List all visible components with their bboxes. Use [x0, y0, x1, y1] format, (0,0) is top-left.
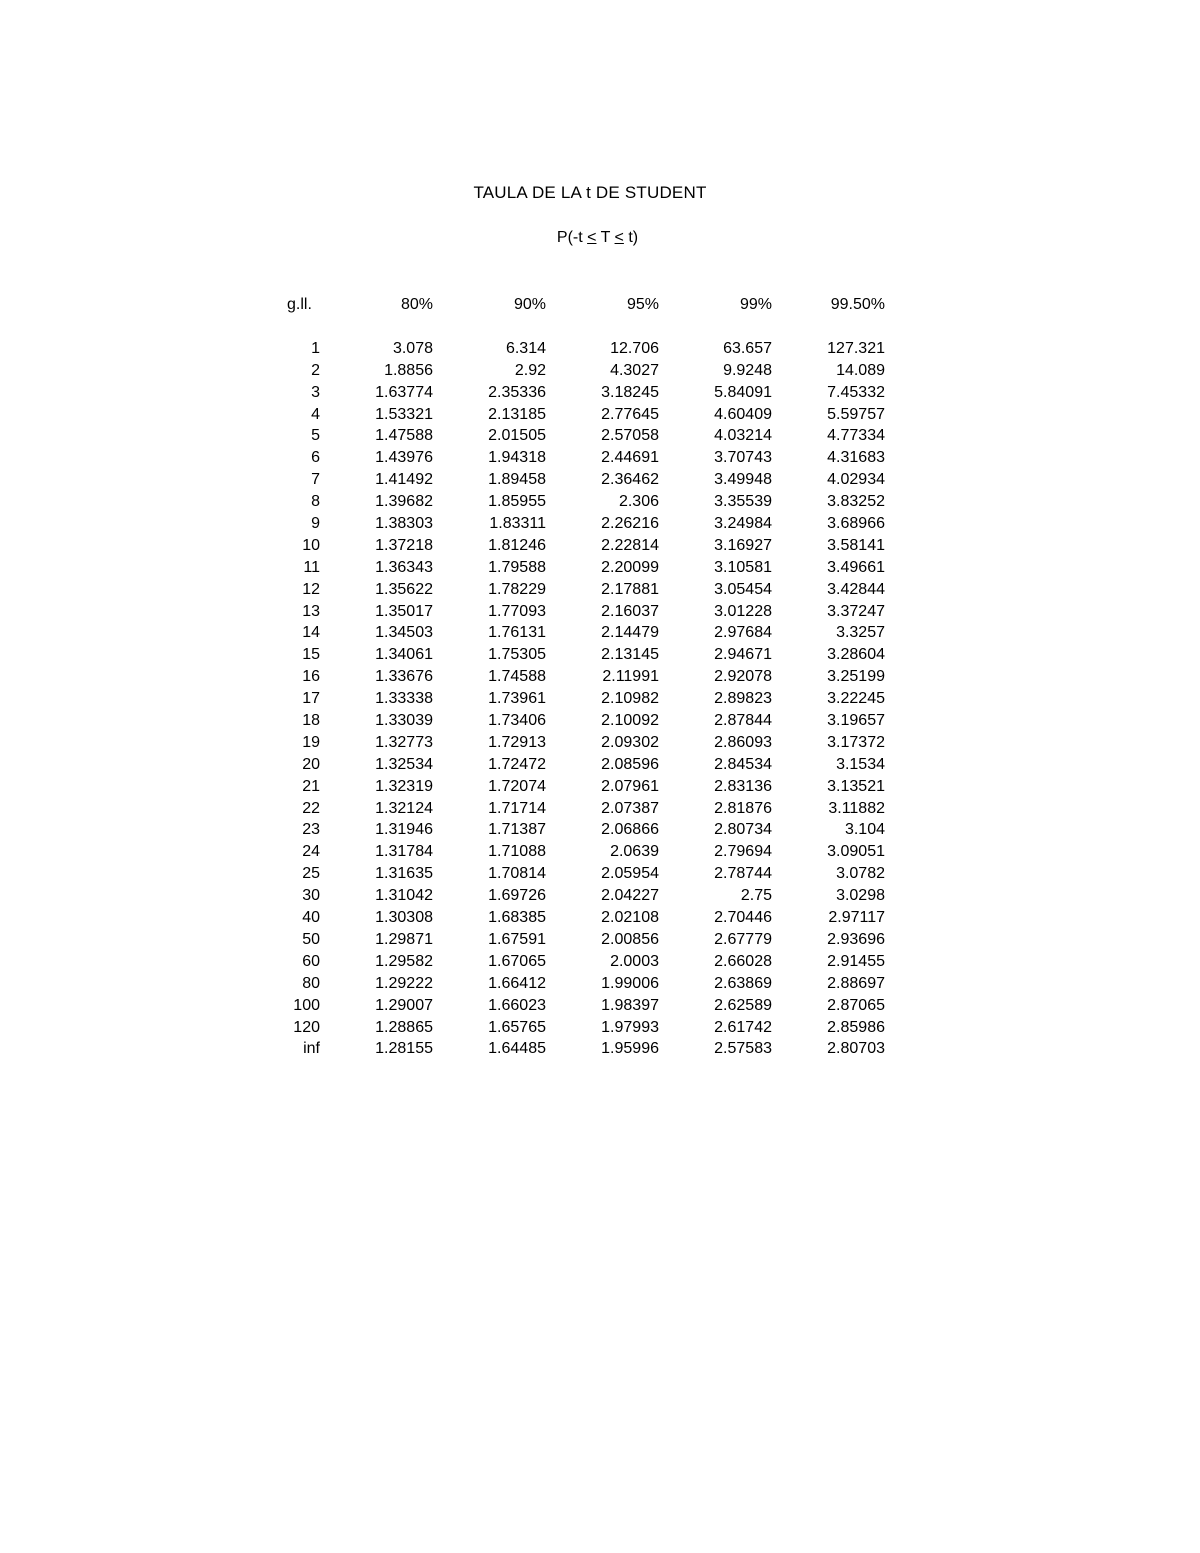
table-row [280, 841, 890, 863]
row-df: 10 [302, 536, 320, 554]
table-row [280, 622, 890, 644]
cell-99-5: 3.17372 [827, 733, 885, 751]
cell-90: 1.81246 [488, 536, 546, 554]
cell-90: 1.79588 [488, 558, 546, 576]
cell-99-5: 4.02934 [827, 471, 885, 489]
cell-99: 3.01228 [714, 602, 772, 620]
cell-99-5: 3.104 [844, 821, 885, 839]
row-df: 30 [302, 887, 320, 905]
table-row [280, 688, 890, 710]
table-row [280, 425, 890, 447]
row-df: 8 [311, 493, 320, 511]
row-df: 16 [302, 668, 320, 686]
cell-99-5: 3.13521 [827, 777, 885, 795]
cell-95: 12.706 [610, 339, 659, 357]
cell-99-5: 2.97117 [828, 909, 885, 927]
row-df: 80 [302, 974, 320, 992]
cell-99-5: 3.09051 [827, 843, 885, 861]
table-row [280, 710, 890, 732]
cell-90: 1.72074 [488, 777, 546, 795]
cell-99: 2.61742 [714, 1018, 772, 1036]
cell-95: 2.57058 [601, 427, 659, 445]
cell-99: 2.66028 [714, 952, 772, 970]
table-row [280, 907, 890, 929]
cell-95: 2.36462 [601, 471, 659, 489]
cell-99-5: 3.28604 [827, 646, 885, 664]
cell-80: 1.41492 [375, 471, 433, 489]
cell-95: 2.10092 [601, 712, 659, 730]
cell-80: 1.37218 [375, 536, 433, 554]
cell-80: 1.33338 [375, 690, 433, 708]
cell-90: 1.68385 [488, 909, 546, 927]
table-row [280, 819, 890, 841]
cell-95: 2.13145 [601, 646, 659, 664]
header-95: 95% [626, 296, 659, 313]
row-df: 3 [311, 383, 320, 401]
cell-95: 2.22814 [601, 536, 659, 554]
table-row [280, 776, 890, 798]
cell-90: 2.35336 [488, 383, 546, 401]
cell-95: 2.26216 [601, 515, 659, 533]
table-row [280, 644, 890, 666]
cell-99-5: 3.22245 [827, 690, 885, 708]
cell-80: 1.63774 [375, 383, 433, 401]
table-row [280, 535, 890, 557]
header-99-5: 99.50% [830, 296, 885, 313]
cell-80: 1.31635 [375, 865, 433, 883]
row-df: 5 [311, 427, 320, 445]
row-df: 18 [302, 712, 320, 730]
row-df: 22 [302, 799, 320, 817]
table-row [280, 754, 890, 776]
table-row [280, 601, 890, 623]
cell-99-5: 2.93696 [827, 930, 885, 948]
formula-mid: T [596, 229, 615, 246]
table-row [280, 382, 890, 404]
cell-90: 1.78229 [488, 580, 546, 598]
cell-90: 2.92 [514, 361, 546, 379]
cell-99-5: 3.68966 [827, 515, 885, 533]
cell-99: 2.67779 [714, 930, 772, 948]
formula-le-sign-2: < [614, 229, 624, 246]
cell-90: 1.72913 [488, 733, 546, 751]
cell-90: 1.75305 [488, 646, 546, 664]
table-row [280, 513, 890, 535]
cell-90: 1.69726 [488, 887, 546, 905]
cell-99: 2.79694 [714, 843, 772, 861]
cell-80: 1.47588 [375, 427, 433, 445]
cell-99: 2.57583 [714, 1040, 772, 1058]
cell-95: 2.05954 [601, 865, 659, 883]
cell-90: 1.94318 [488, 449, 546, 467]
table-row [280, 338, 890, 360]
cell-95: 2.20099 [601, 558, 659, 576]
cell-95: 2.44691 [601, 449, 659, 467]
row-df: 6 [311, 449, 320, 467]
table-row [280, 579, 890, 601]
table-row [280, 447, 890, 469]
table-row [280, 798, 890, 820]
row-df: 19 [302, 733, 320, 751]
cell-95: 1.99006 [601, 974, 659, 992]
cell-90: 1.85955 [488, 493, 546, 511]
row-df: 120 [293, 1018, 320, 1036]
cell-99: 2.83136 [714, 777, 772, 795]
cell-99-5: 3.3257 [836, 624, 885, 642]
cell-99: 3.05454 [714, 580, 772, 598]
t-distribution-table [280, 294, 890, 1060]
cell-95: 2.0639 [610, 843, 659, 861]
cell-95: 2.07961 [601, 777, 659, 795]
table-row [280, 973, 890, 995]
cell-95: 2.06866 [601, 821, 659, 839]
cell-99: 2.86093 [714, 733, 772, 751]
row-df: 60 [302, 952, 320, 970]
table-row [280, 995, 890, 1017]
cell-99: 2.81876 [714, 799, 772, 817]
row-df: 25 [302, 865, 320, 883]
cell-90: 2.01505 [488, 427, 546, 445]
cell-99: 3.16927 [714, 536, 772, 554]
cell-90: 6.314 [505, 339, 546, 357]
cell-80: 1.33039 [375, 712, 433, 730]
row-df: 23 [302, 821, 320, 839]
cell-80: 1.29871 [375, 930, 433, 948]
cell-99-5: 2.87065 [827, 996, 885, 1014]
cell-99: 2.80734 [714, 821, 772, 839]
cell-90: 1.65765 [488, 1018, 546, 1036]
cell-99-5: 3.49661 [827, 558, 885, 576]
cell-99-5: 3.0782 [836, 865, 885, 883]
cell-90: 1.74588 [488, 668, 546, 686]
cell-99-5: 3.42844 [827, 580, 885, 598]
cell-80: 1.29582 [375, 952, 433, 970]
cell-95: 2.04227 [601, 887, 659, 905]
cell-95: 3.18245 [601, 383, 659, 401]
cell-95: 2.17881 [601, 580, 659, 598]
row-df: 21 [302, 777, 320, 795]
cell-90: 1.76131 [488, 624, 546, 642]
cell-90: 1.64485 [488, 1040, 546, 1058]
cell-80: 1.8856 [384, 361, 433, 379]
cell-90: 2.13185 [488, 405, 546, 423]
page-title: TAULA DE LA t DE STUDENT [473, 183, 707, 202]
cell-99: 63.657 [723, 339, 772, 357]
cell-99: 3.24984 [714, 515, 772, 533]
cell-99: 3.35539 [714, 493, 772, 511]
cell-99-5: 2.80703 [827, 1040, 885, 1058]
cell-99: 2.70446 [714, 909, 772, 927]
cell-99-5: 7.45332 [827, 383, 885, 401]
cell-80: 3.078 [392, 339, 433, 357]
cell-99-5: 3.37247 [827, 602, 885, 620]
table-row [280, 863, 890, 885]
cell-99: 2.84534 [714, 755, 772, 773]
cell-99: 9.9248 [723, 361, 772, 379]
cell-95: 1.95996 [601, 1040, 659, 1058]
cell-95: 2.08596 [601, 755, 659, 773]
cell-95: 2.02108 [601, 909, 659, 927]
header-99: 99% [739, 296, 772, 313]
cell-80: 1.32319 [375, 777, 433, 795]
cell-95: 4.3027 [610, 361, 659, 379]
cell-99-5: 2.91455 [827, 952, 885, 970]
header-degrees-of-freedom: g.ll. [287, 296, 312, 313]
cell-80: 1.35017 [375, 602, 433, 620]
table-body [280, 338, 890, 1060]
cell-90: 1.73406 [488, 712, 546, 730]
cell-95: 1.97993 [601, 1018, 659, 1036]
cell-80: 1.34061 [375, 646, 433, 664]
cell-80: 1.29007 [375, 996, 433, 1014]
table-row [280, 951, 890, 973]
row-df: 24 [302, 843, 320, 861]
row-df: 1 [311, 339, 320, 357]
row-df: 7 [311, 471, 320, 489]
cell-80: 1.32773 [375, 733, 433, 751]
cell-90: 1.71714 [488, 799, 546, 817]
row-df: 2 [311, 361, 320, 379]
cell-99: 3.10581 [714, 558, 772, 576]
cell-99-5: 5.59757 [827, 405, 885, 423]
cell-80: 1.29222 [375, 974, 433, 992]
table-row [280, 491, 890, 513]
cell-80: 1.36343 [375, 558, 433, 576]
row-df: 17 [302, 690, 320, 708]
row-df: 100 [293, 996, 320, 1014]
table-row [280, 1038, 890, 1060]
cell-90: 1.67591 [488, 930, 546, 948]
row-df: 13 [302, 602, 320, 620]
table-row [280, 885, 890, 907]
cell-99: 2.63869 [714, 974, 772, 992]
cell-99: 2.62589 [714, 996, 772, 1014]
cell-99: 5.84091 [714, 383, 772, 401]
cell-99-5: 3.19657 [827, 712, 885, 730]
cell-99: 2.94671 [714, 646, 772, 664]
table-row [280, 929, 890, 951]
formula-le-sign-1: < [587, 229, 597, 246]
cell-80: 1.28865 [375, 1018, 433, 1036]
cell-99-5: 2.85986 [827, 1018, 885, 1036]
cell-80: 1.30308 [375, 909, 433, 927]
cell-80: 1.43976 [375, 449, 433, 467]
row-df: 12 [302, 580, 320, 598]
cell-99: 2.89823 [714, 690, 772, 708]
cell-95: 2.306 [618, 493, 659, 511]
cell-80: 1.31946 [375, 821, 433, 839]
cell-99-5: 3.1534 [836, 755, 885, 773]
table-header-row [280, 294, 890, 316]
row-df: 11 [303, 558, 320, 576]
header-90: 90% [513, 296, 546, 313]
row-df: 9 [311, 515, 320, 533]
cell-90: 1.67065 [488, 952, 546, 970]
cell-80: 1.53321 [375, 405, 433, 423]
cell-95: 2.11991 [602, 668, 659, 686]
cell-95: 2.00856 [601, 930, 659, 948]
cell-99-5: 3.0298 [836, 887, 885, 905]
cell-95: 2.0003 [610, 952, 659, 970]
cell-80: 1.31042 [375, 887, 433, 905]
cell-99-5: 4.31683 [827, 449, 885, 467]
cell-90: 1.72472 [488, 755, 546, 773]
table-row [280, 732, 890, 754]
cell-95: 2.16037 [601, 602, 659, 620]
cell-99-5: 4.77334 [827, 427, 885, 445]
cell-99: 2.92078 [714, 668, 772, 686]
cell-80: 1.34503 [375, 624, 433, 642]
row-df: 50 [302, 930, 320, 948]
cell-90: 1.73961 [488, 690, 546, 708]
cell-90: 1.70814 [488, 865, 546, 883]
table-row [280, 557, 890, 579]
cell-80: 1.39682 [375, 493, 433, 511]
row-df: inf [303, 1040, 320, 1058]
cell-80: 1.35622 [375, 580, 433, 598]
cell-80: 1.33676 [375, 668, 433, 686]
cell-95: 2.14479 [601, 624, 659, 642]
cell-90: 1.77093 [488, 602, 546, 620]
cell-99: 2.87844 [714, 712, 772, 730]
table-row [280, 1017, 890, 1039]
cell-95: 2.10982 [601, 690, 659, 708]
cell-80: 1.31784 [375, 843, 433, 861]
formula-suffix: t) [623, 229, 639, 246]
cell-99-5: 2.88697 [827, 974, 885, 992]
table-row [280, 404, 890, 426]
row-df: 20 [302, 755, 320, 773]
cell-90: 1.89458 [488, 471, 546, 489]
cell-99-5: 127.321 [827, 339, 885, 357]
cell-95: 1.98397 [601, 996, 659, 1014]
table-row [280, 666, 890, 688]
cell-99: 2.75 [740, 887, 772, 905]
cell-99-5: 3.58141 [827, 536, 885, 554]
cell-90: 1.83311 [489, 515, 546, 533]
formula-prefix: P(-t [556, 229, 588, 246]
table-row [280, 469, 890, 491]
cell-95: 2.77645 [601, 405, 659, 423]
cell-99-5: 14.089 [836, 361, 885, 379]
row-df: 15 [302, 646, 320, 664]
cell-90: 1.66412 [488, 974, 546, 992]
cell-80: 1.38303 [375, 515, 433, 533]
cell-90: 1.71088 [488, 843, 546, 861]
cell-90: 1.71387 [488, 821, 546, 839]
cell-80: 1.32534 [375, 755, 433, 773]
cell-95: 2.09302 [601, 733, 659, 751]
cell-95: 2.07387 [601, 799, 659, 817]
table-row [280, 360, 890, 382]
cell-99: 2.97684 [714, 624, 772, 642]
row-df: 14 [302, 624, 320, 642]
cell-99: 2.78744 [714, 865, 772, 883]
cell-99: 3.49948 [714, 471, 772, 489]
cell-99-5: 3.11882 [828, 799, 885, 817]
probability-formula [0, 229, 1195, 247]
cell-80: 1.28155 [375, 1040, 433, 1058]
cell-90: 1.66023 [488, 996, 546, 1014]
cell-80: 1.32124 [375, 799, 433, 817]
cell-99: 3.70743 [714, 449, 772, 467]
row-df: 4 [311, 405, 320, 423]
cell-99-5: 3.25199 [827, 668, 885, 686]
cell-99-5: 3.83252 [827, 493, 885, 511]
cell-99: 4.60409 [714, 405, 772, 423]
cell-99: 4.03214 [714, 427, 772, 445]
row-df: 40 [302, 909, 320, 927]
header-80: 80% [400, 296, 433, 313]
